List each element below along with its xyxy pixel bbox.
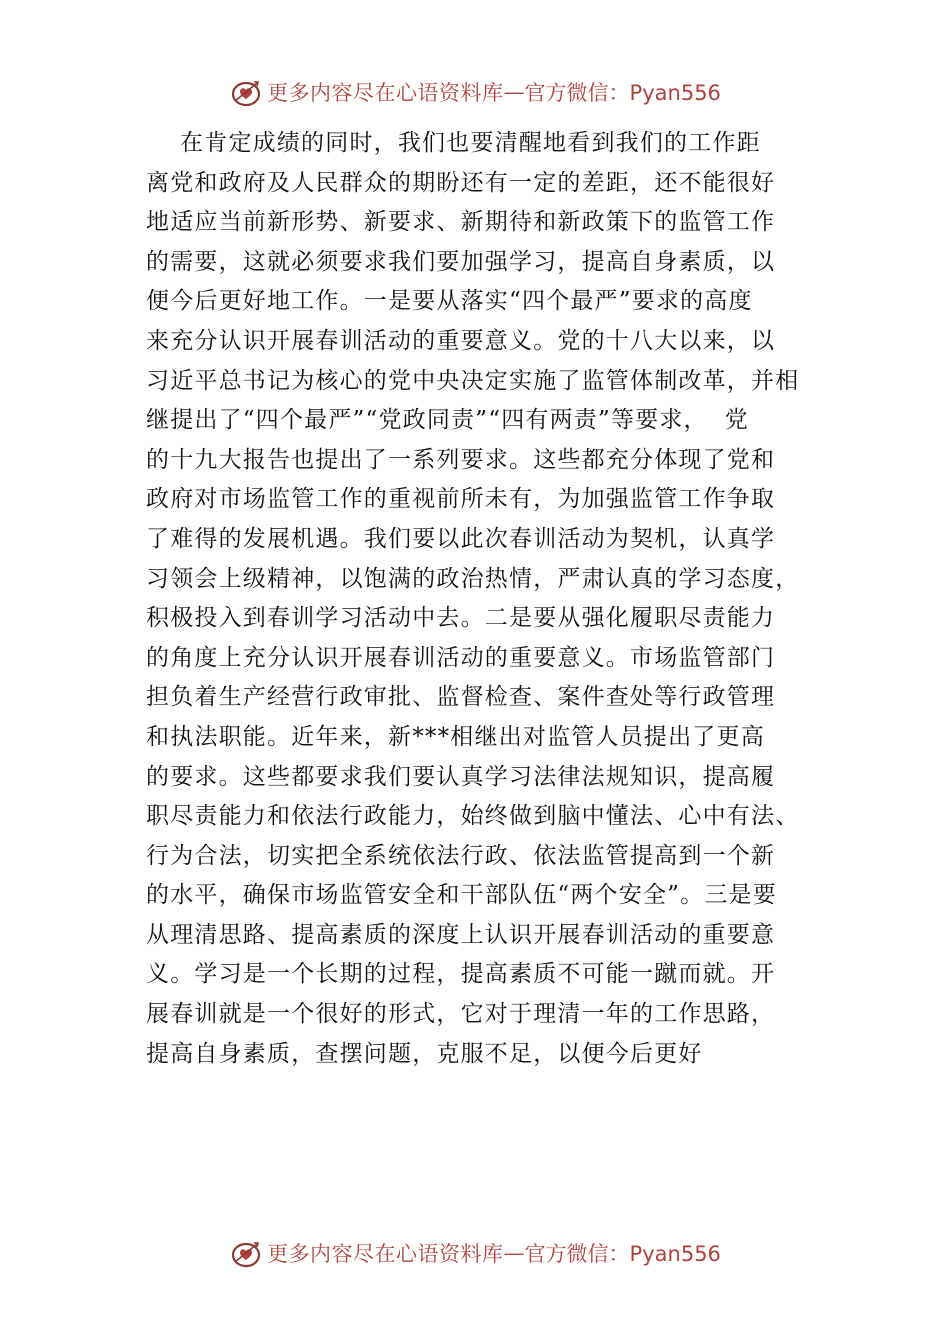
header-banner xyxy=(0,72,950,112)
text-line: 担负着生产经营行政审批、监督检查、案件查处等行政管理 xyxy=(146,684,776,711)
heart-logo-icon xyxy=(229,1236,263,1270)
text-line: 继提出了“四个最严”“党政同责”“四有两责”等要求， 党 xyxy=(146,407,749,434)
banner-wechat: 官方微信：Pyan556 xyxy=(524,81,721,105)
text-line: 行为合法，切实把全系统依法行政、依法监管提高到一个新 xyxy=(146,842,776,869)
text-line: 的角度上充分认识开展春训活动的重要意义。市场监管部门 xyxy=(146,644,776,671)
text-line: 习近平总书记为核心的党中央决定实施了监管体制改革，并相 xyxy=(146,367,800,394)
text-line: 的水平，确保市场监管安全和干部队伍“两个安全”。三是要 xyxy=(146,882,777,909)
banner-separator: — xyxy=(503,1241,525,1265)
text-line: 的需要，这就必须要求我们要加强学习，提高自身素质，以 xyxy=(146,248,776,275)
banner-wechat: 官方微信：Pyan556 xyxy=(524,1242,721,1266)
banner-separator: — xyxy=(503,80,525,104)
text-line: 地适应当前新形势、新要求、新期待和新政策下的监管工作 xyxy=(146,209,776,236)
text-line: 职尽责能力和依法行政能力，始终做到脑中懂法、心中有法、 xyxy=(146,803,800,830)
text-line: 义。学习是一个长期的过程，提高素质不可能一蹴而就。开 xyxy=(146,961,776,988)
text-line: 来充分认识开展春训活动的重要意义。党的十八大以来，以 xyxy=(146,327,776,354)
text-line: 政府对市场监管工作的重视前所未有，为加强监管工作争取 xyxy=(146,486,776,513)
heart-logo-icon xyxy=(229,75,263,109)
text-line: 提高自身素质，查摆问题，克服不足，以便今后更好 xyxy=(146,1040,703,1067)
text-line: 展春训就是一个很好的形式，它对于理清一年的工作思路， xyxy=(146,1001,776,1028)
text-line: 离党和政府及人民群众的期盼还有一定的差距，还不能很好 xyxy=(146,169,776,196)
text-line: 在肯定成绩的同时，我们也要清醒地看到我们的工作距 xyxy=(146,130,761,156)
banner-text: 更多内容尽在心语资料库 xyxy=(267,1242,504,1266)
text-line: 的要求。这些都要求我们要认真学习法律法规知识，提高履 xyxy=(146,763,776,790)
document-body xyxy=(146,124,818,1074)
text-line: 的十九大报告也提出了一系列要求。这些都充分体现了党和 xyxy=(146,446,776,473)
text-line: 了难得的发展机遇。我们要以此次春训活动为契机，认真学 xyxy=(146,525,776,552)
footer-banner xyxy=(0,1233,950,1273)
text-line: 从理清思路、提高素质的深度上认识开展春训活动的重要意 xyxy=(146,921,776,948)
text-line: 和执法职能。近年来，新***相继出对监管人员提出了更高 xyxy=(146,723,765,750)
text-line: 习领会上级精神，以饱满的政治热情，严肃认真的学习态度， xyxy=(146,565,800,592)
text-line: 积极投入到春训学习活动中去。二是要从强化履职尽责能力 xyxy=(146,605,776,632)
text-line: 便今后更好地工作。一是要从落实“四个最严”要求的高度 xyxy=(146,288,753,315)
banner-text: 更多内容尽在心语资料库 xyxy=(267,81,504,105)
